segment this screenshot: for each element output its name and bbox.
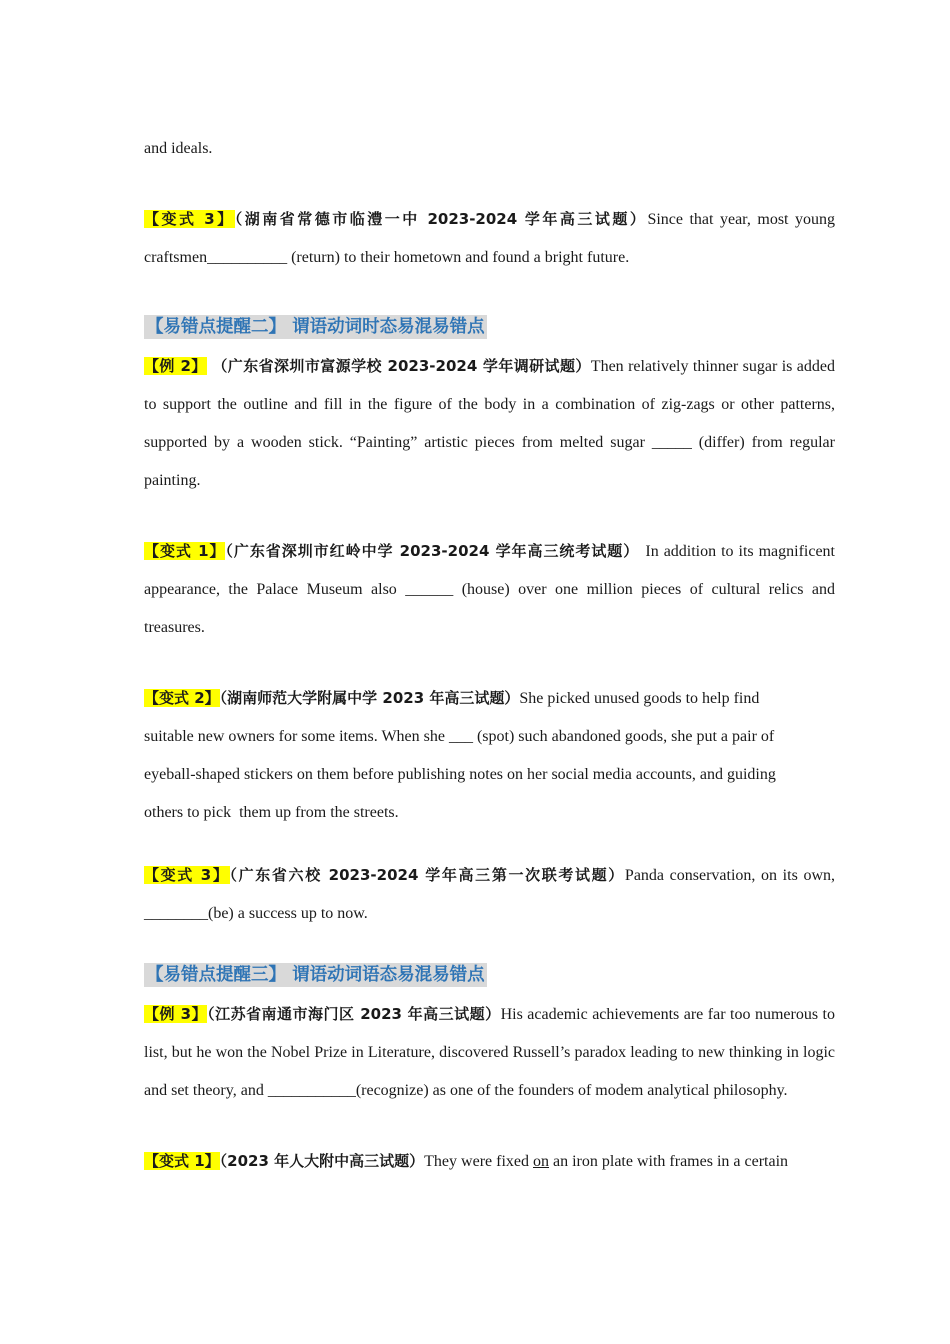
exercise-text: They were fixed xyxy=(424,1153,533,1170)
example-tag: 【例 3】 xyxy=(144,1005,208,1023)
exercise-text: Since that year, most young craftsmen xyxy=(144,211,835,266)
variant-tag: 【变式 3】 xyxy=(144,866,230,884)
exercise-source: （江苏省南通市海门区 2023 年高三试题） xyxy=(207,1005,501,1023)
exercise-text: She picked unused goods to help find xyxy=(519,690,760,707)
example-2 xyxy=(144,347,835,500)
exercise-text: suitable new owners for some items. When she xyxy=(144,728,449,745)
exercise-line: others to pick them up from the streets. xyxy=(144,804,399,821)
exercise-text: (house) over one million pieces of cultural relics and treasures. xyxy=(144,581,835,636)
exercise-variant-1c xyxy=(144,1142,835,1181)
exercise-text: (return) to their hometown and found a bright future. xyxy=(287,249,630,266)
exercise-source: （2023 年人大附中高三试题） xyxy=(219,1152,425,1170)
exercise-text: (recognize) as one of the founders of modem analytical philosophy. xyxy=(355,1082,788,1099)
answer-blank: ___ xyxy=(448,728,473,745)
variant-tag: 【变式 2】 xyxy=(144,689,220,707)
continuation-paragraph xyxy=(144,130,835,168)
answer-blank: ______ xyxy=(405,581,454,598)
document-body xyxy=(144,130,835,1181)
exercise-line: eyeball-shaped stickers on them before publishing notes on her social media accounts, and guiding xyxy=(144,766,776,783)
exercise-text: (spot) such abandoned goods, she put a pair of xyxy=(472,728,775,745)
exercise-variant-2b xyxy=(144,679,835,832)
exercise-source: （广东省深圳市富源学校 2023-2024 学年调研试题） xyxy=(206,357,591,375)
paragraph-text: and ideals. xyxy=(144,140,213,157)
underlined-word: on xyxy=(533,1153,549,1170)
answer-blank: ___________ xyxy=(267,1082,356,1099)
exercise-text: Panda conservation, on its own, xyxy=(624,867,835,884)
exercise-variant-1b xyxy=(144,532,835,647)
exercise-text: In addition to its magnificent appearance, the Palace Museum also xyxy=(144,543,835,598)
exercise-text: His academic achievements are far too numerous to list, but he won the Nobel Prize in Literature, discovered Russell’s paradox leading to new thinking in logic and set theory, and xyxy=(144,1006,835,1099)
exercise-text: an iron plate with frames in a certain xyxy=(549,1153,789,1170)
answer-blank: _____ xyxy=(651,434,692,451)
variant-tag: 【变式 1】 xyxy=(144,542,226,560)
exercise-source: （湖南师范大学附属中学 2023 年高三试题） xyxy=(219,689,520,707)
exercise-source: （湖南省常德市临澧一中 2023-2024 学年高三试题） xyxy=(234,210,648,228)
exercise-text: (differ) from regular painting. xyxy=(144,434,835,489)
exercise-line xyxy=(144,679,835,718)
exercise-text: Then relatively thinner sugar is added to support the outline and fill in the figure of the body in a combination of zig-zags or other patterns, supported by a wooden stick. “Painting” artistic pieces from melted sugar xyxy=(144,358,836,451)
example-3 xyxy=(144,995,835,1110)
section-heading-voice: 【易错点提醒三】 谓语动词语态易混易错点 xyxy=(146,965,485,985)
exercise-source: （广东省深圳市红岭中学 2023-2024 学年高三统考试题） xyxy=(225,542,646,560)
section-heading-tense: 【易错点提醒二】 谓语动词时态易混易错点 xyxy=(146,317,485,337)
exercise-text: (be) a success up to now. xyxy=(208,905,368,922)
exercise-variant-3a xyxy=(144,200,835,277)
answer-blank: ________ xyxy=(144,905,208,922)
exercise-line xyxy=(144,718,835,756)
variant-tag: 【变式 1】 xyxy=(144,1152,220,1170)
exercise-source: （广东省六校 2023-2024 学年高三第一次联考试题） xyxy=(229,866,625,884)
exercise-variant-3b xyxy=(144,856,835,933)
variant-tag: 【变式 3】 xyxy=(144,210,235,228)
example-tag: 【例 2】 xyxy=(144,357,207,375)
answer-blank: __________ xyxy=(207,249,288,266)
